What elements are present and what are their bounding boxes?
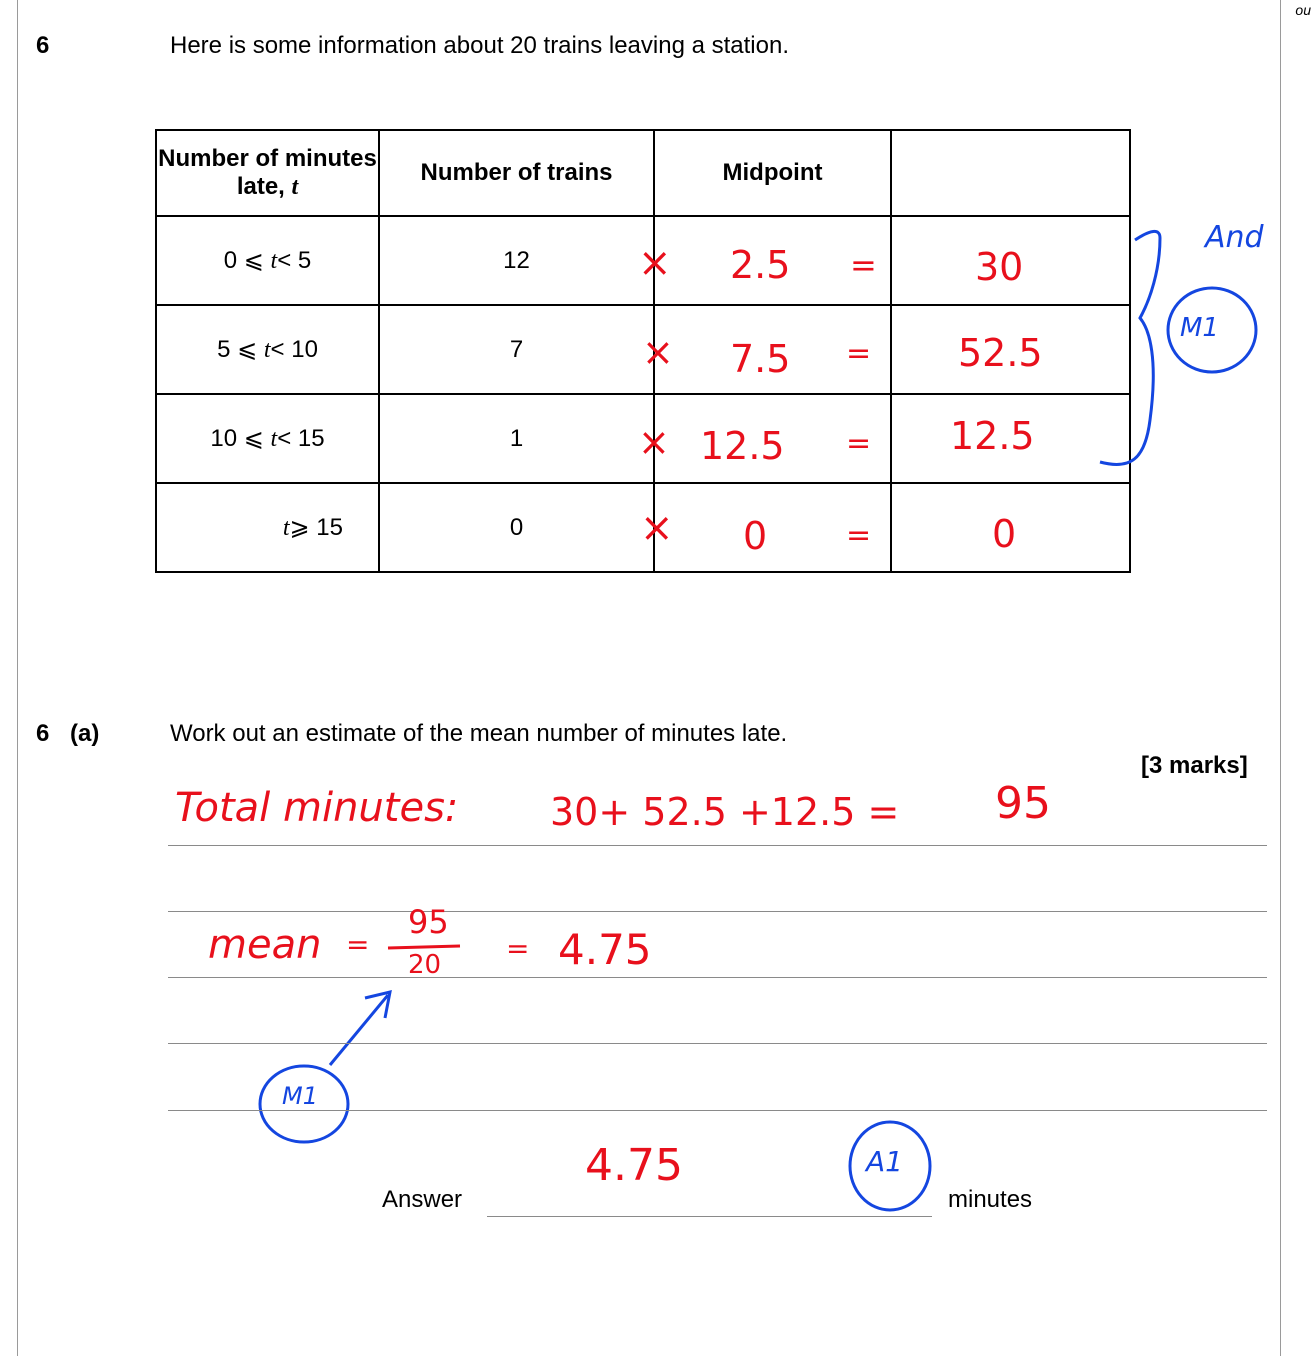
total-minutes-label: Total minutes: bbox=[175, 785, 459, 831]
part-a-text: Work out an estimate of the mean number of minutes late. bbox=[170, 720, 788, 747]
fraction-numerator: 95 bbox=[408, 903, 449, 941]
interval-cell: 0 ⩽ t< 5 bbox=[156, 216, 379, 305]
total-value: 95 bbox=[995, 778, 1051, 829]
times-sign: × bbox=[638, 420, 670, 464]
handwritten-equals: = bbox=[846, 518, 872, 553]
answer-line bbox=[487, 1216, 932, 1217]
interval-cell: 10 ⩽ t< 15 bbox=[156, 394, 379, 483]
header-midpoint: Midpoint bbox=[654, 130, 891, 216]
answer-rule bbox=[168, 911, 1267, 912]
handwritten-midpoint: 2.5 bbox=[730, 243, 791, 287]
mean-label: mean bbox=[208, 922, 322, 968]
answer-rule bbox=[168, 1110, 1267, 1111]
and-annotation: And bbox=[1205, 220, 1264, 255]
trains-cell: 7 bbox=[379, 305, 654, 394]
interval-cell: 5 ⩽ t< 10 bbox=[156, 305, 379, 394]
total-expression: 30+ 52.5 +12.5 = bbox=[550, 790, 900, 834]
answer-value: 4.75 bbox=[585, 1140, 683, 1191]
arrow-icon bbox=[330, 995, 388, 1065]
answer-label: Answer bbox=[382, 1186, 463, 1213]
handwritten-equals: = bbox=[846, 336, 872, 371]
header-number-of-trains: Number of trains bbox=[379, 130, 654, 216]
trains-cell: 12 bbox=[379, 216, 654, 305]
brace-icon bbox=[1100, 231, 1160, 464]
times-sign: × bbox=[640, 505, 674, 551]
times-sign: × bbox=[638, 240, 672, 286]
answer-rule bbox=[168, 845, 1267, 846]
answer-unit: minutes bbox=[948, 1186, 1033, 1213]
marks-label: [3 marks] bbox=[1141, 752, 1248, 779]
handwritten-equals: = bbox=[850, 246, 877, 284]
mean-value: 4.75 bbox=[558, 925, 652, 974]
m1-working-annotation: M1 bbox=[282, 1082, 318, 1110]
header-minutes-late: Number of minutes late, t bbox=[156, 130, 379, 216]
answer-rule bbox=[168, 977, 1267, 978]
part-a-label: 6 (a) bbox=[36, 720, 100, 747]
question-number: 6 bbox=[36, 32, 50, 59]
fraction-denominator: 20 bbox=[408, 950, 442, 980]
fraction-bar bbox=[388, 946, 460, 948]
handwritten-product: 0 bbox=[992, 512, 1017, 556]
handwritten-midpoint: 12.5 bbox=[700, 424, 785, 468]
handwritten-equals: = bbox=[846, 426, 872, 461]
handwritten-midpoint: 7.5 bbox=[730, 337, 791, 381]
trains-cell: 0 bbox=[379, 483, 654, 572]
mean-equals-2: = bbox=[506, 932, 530, 965]
handwritten-product: 30 bbox=[975, 245, 1024, 289]
m1-annotation: M1 bbox=[1180, 313, 1219, 343]
trains-cell: 1 bbox=[379, 394, 654, 483]
handwritten-product: 12.5 bbox=[950, 414, 1035, 458]
mean-equals: = bbox=[346, 928, 370, 961]
answer-rule bbox=[168, 1043, 1267, 1044]
handwritten-product: 52.5 bbox=[958, 331, 1043, 375]
times-sign: × bbox=[642, 330, 674, 374]
a1-annotation: A1 bbox=[866, 1145, 903, 1178]
interval-cell: t⩾ 15 bbox=[156, 483, 379, 572]
handwritten-midpoint: 0 bbox=[743, 514, 768, 558]
margin-note: ou bbox=[1295, 2, 1311, 18]
question-intro: Here is some information about 20 trains leaving a station. bbox=[170, 32, 789, 59]
circle-icon bbox=[1168, 288, 1256, 372]
